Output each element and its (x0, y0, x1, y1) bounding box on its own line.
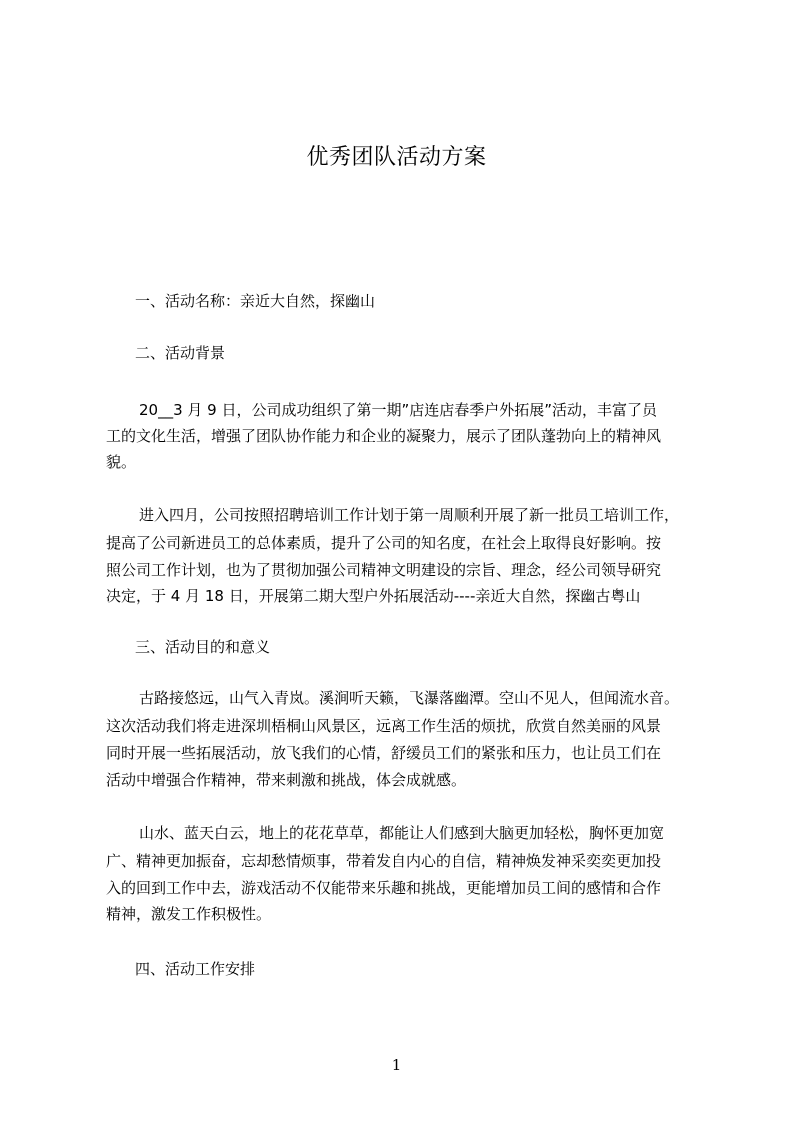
paragraph-line: 工的文化生活，增强了团队协作能力和企业的凝聚力，展示了团队蓬勃向上的精神风 (106, 427, 662, 445)
page-number: 1 (391, 1056, 402, 1074)
paragraph-line: 入的回到工作中去，游戏活动不仅能带来乐趣和挑战，更能增加员工间的感情和合作 (106, 879, 662, 897)
paragraph-line: 山水、蓝天白云，地上的花花草草，都能让人们感到大脑更加轻松，胸怀更加宽 (139, 824, 665, 842)
paragraph-line: 精神，激发工作积极性。 (106, 905, 272, 923)
paragraph-line: 广、精神更加振奋，忘却愁情烦事，带着发自内心的自信，精神焕发神采奕奕更加投 (106, 852, 662, 870)
paragraph-line: 这次活动我们将走进深圳梧桐山风景区，远离工作生活的烦扰，欣赏自然美丽的风景 (106, 717, 662, 735)
paragraph-line: 20__3 月 9 日，公司成功组织了第一期”店连店春季户外拓展”活动，丰富了员 (139, 401, 658, 419)
paragraph-line: 提高了公司新进员工的总体素质，提升了公司的知名度，在社会上取得良好影响。按 (106, 534, 662, 552)
section-heading-activity-name: 一、活动名称：亲近大自然，探幽山 (135, 292, 376, 310)
section-heading-purpose: 三、活动目的和意义 (135, 638, 271, 656)
section-heading-background: 二、活动背景 (135, 344, 226, 362)
paragraph-line: 进入四月，公司按照招聘培训工作计划于第一周顺利开展了新一批员工培训工作， (139, 506, 680, 524)
paragraph-line: 照公司工作计划，也为了贯彻加强公司精神文明建设的宗旨、理念，经公司领导研究 (106, 561, 662, 579)
paragraph-line: 活动中增强合作精神，带来刺激和挑战，体会成就感。 (106, 771, 467, 789)
paragraph-line: 同时开展一些拓展活动，放飞我们的心情，舒缓员工们的紧张和压力，也让员工们在 (106, 744, 662, 762)
paragraph-line: 貌。 (106, 453, 137, 471)
document-title: 优秀团队活动方案 (306, 145, 487, 170)
paragraph-line: 决定，于 4 月 18 日，开展第二期大型户外拓展活动----亲近大自然，探幽古粤山 (106, 587, 641, 605)
section-heading-arrangement: 四、活动工作安排 (135, 960, 256, 978)
paragraph-line: 古路接悠远，山气入青岚。溪涧听天籁，飞瀑落幽潭。空山不见人，但闻流水音。 (139, 689, 680, 707)
